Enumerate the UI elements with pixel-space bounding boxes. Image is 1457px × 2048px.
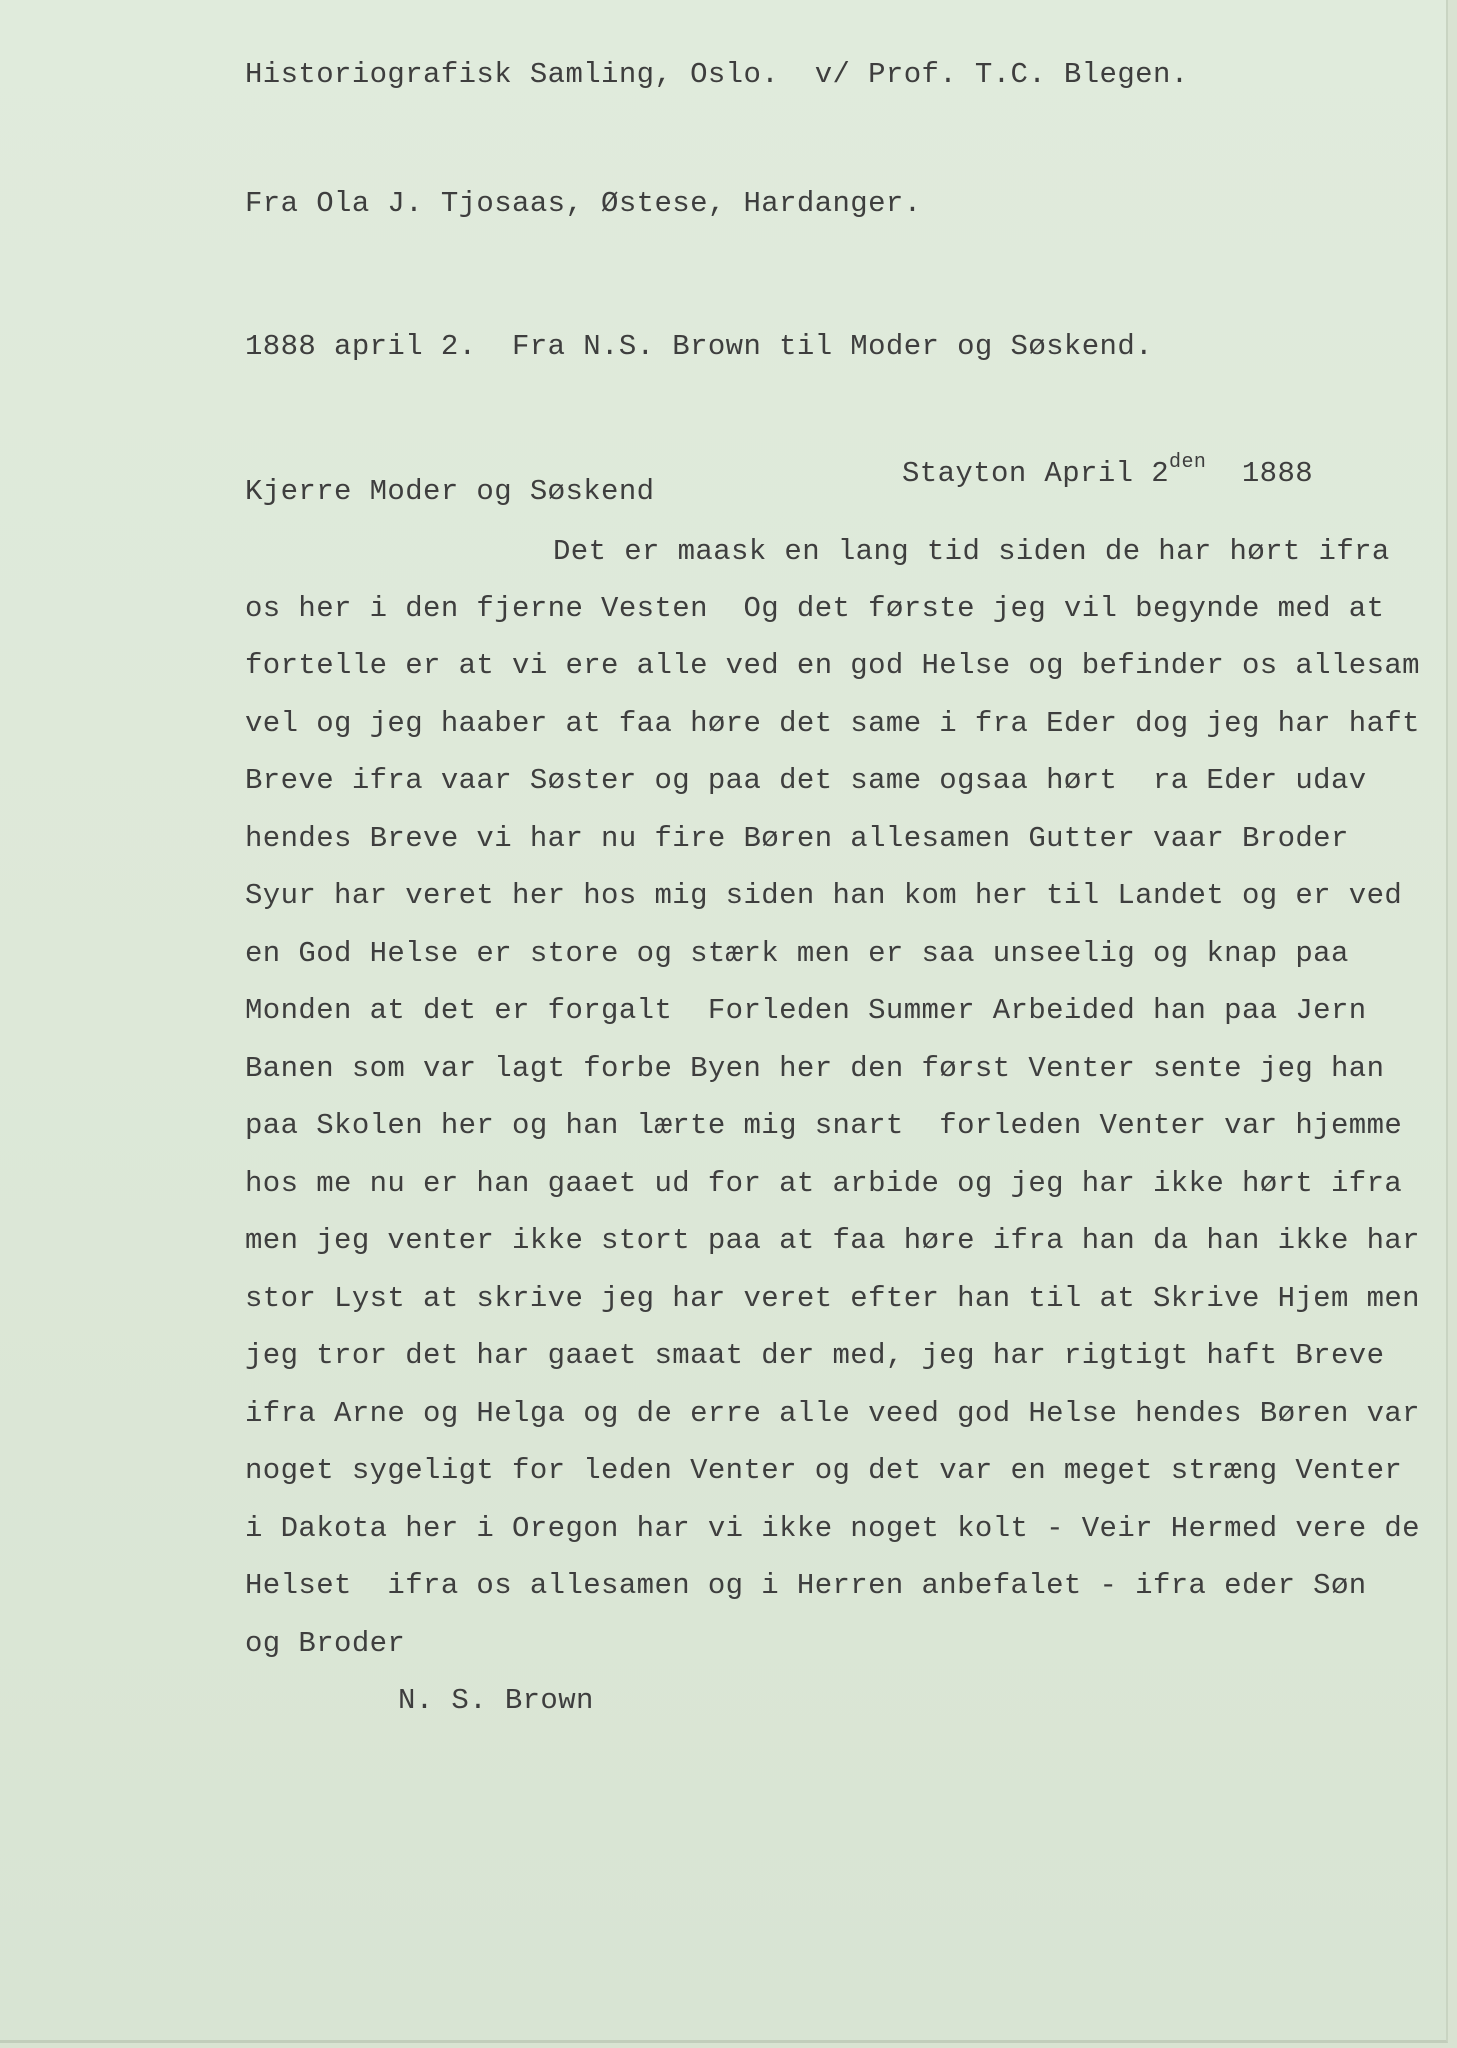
body-line: jeg tror det har gaaet smaat der med, jeg har rigtigt haft Breve bbox=[245, 1339, 1385, 1372]
body-line: paa Skolen her og han lærte mig snart forleden Venter var hjemme bbox=[245, 1109, 1403, 1142]
body-line: Breve ifra vaar Søster og paa det same ogsaa hørt ra Eder udav bbox=[245, 764, 1367, 797]
dateline bbox=[902, 451, 1314, 490]
body-line: i Dakota her i Oregon har vi ikke noget kolt - Veir Hermed vere de bbox=[245, 1512, 1420, 1545]
dateline-place: Stayton April 2 bbox=[902, 457, 1170, 490]
dateline-ordinal: den bbox=[1169, 451, 1207, 474]
item-title: 1888 april 2. Fra N.S. Brown til Moder og Søskend. bbox=[245, 330, 1153, 363]
body-line: ifra Arne og Helga og de erre alle veed god Helse hendes Børen var bbox=[245, 1397, 1420, 1430]
archive-header: Historiografisk Samling, Oslo. v/ Prof. T.C. Blegen. bbox=[245, 58, 1189, 91]
salutation: Kjerre Moder og Søskend bbox=[245, 475, 655, 508]
dateline-year: 1888 bbox=[1241, 457, 1314, 490]
body-line: Monden at det er forgalt Forleden Summer Arbeided han paa Jern bbox=[245, 994, 1367, 1027]
body-line: Helset ifra os allesamen og i Herren anbefalet - ifra eder Søn bbox=[245, 1569, 1367, 1602]
body-line: noget sygeligt for leden Venter og det var en meget stræng Venter bbox=[245, 1454, 1403, 1487]
body-line: Banen som var lagt forbe Byen her den først Venter sente jeg han bbox=[245, 1052, 1385, 1085]
body-line: fortelle er at vi ere alle ved en god Helse og befinder os allesam bbox=[245, 649, 1420, 682]
body-line: stor Lyst at skrive jeg har veret efter han til at Skrive Hjem men bbox=[245, 1282, 1420, 1315]
body-line: men jeg venter ikke stort paa at faa høre ifra han da han ikke har bbox=[245, 1224, 1420, 1257]
body-line: os her i den fjerne Vesten Og det første jeg vil begynde med at bbox=[245, 592, 1385, 625]
source-line: Fra Ola J. Tjosaas, Østese, Hardanger. bbox=[245, 187, 922, 220]
body-line: hos me nu er han gaaet ud for at arbide og jeg har ikke hørt ifra bbox=[245, 1167, 1403, 1200]
signature: N. S. Brown bbox=[398, 1684, 594, 1717]
body-line: Syur har veret her hos mig siden han kom her til Landet og er ved bbox=[245, 879, 1403, 912]
body-line: og Broder bbox=[245, 1627, 406, 1660]
body-line: vel og jeg haaber at faa høre det same i fra Eder dog jeg har haft bbox=[245, 707, 1420, 740]
body-line: hendes Breve vi har nu fire Børen allesamen Gutter vaar Broder bbox=[245, 822, 1349, 855]
body-line: Det er maask en lang tid siden de har hørt ifra bbox=[553, 535, 1390, 568]
body-line: en God Helse er store og stærk men er saa unseelig og knap paa bbox=[245, 937, 1349, 970]
